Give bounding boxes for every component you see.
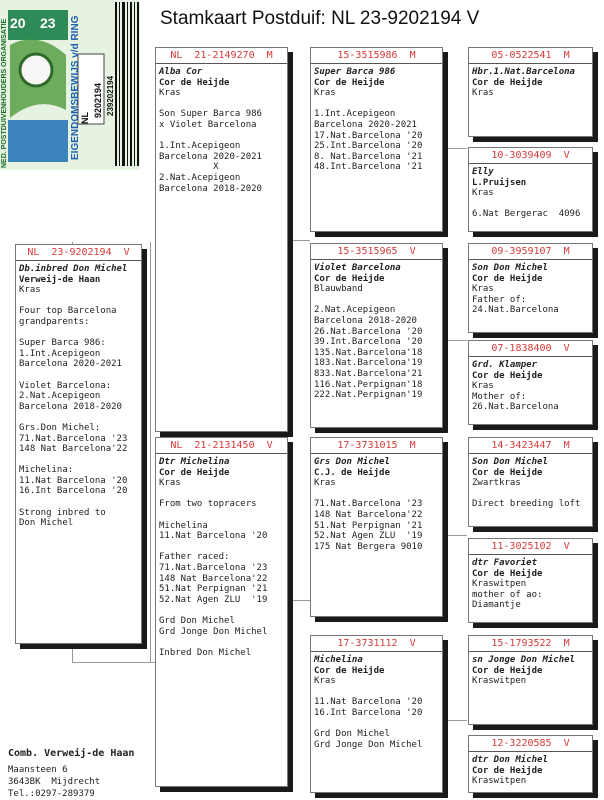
pigeon-name: Son Don Michel	[472, 457, 548, 467]
detail-line: Kraswitpen	[472, 579, 527, 590]
card-details	[472, 676, 589, 687]
cert-year-b: 23	[40, 15, 56, 31]
detail-line: Grd Don Michel	[314, 729, 390, 740]
ring-number: 12-3220585 V	[469, 738, 592, 752]
detail-line: Barcelona 2018-2020	[314, 315, 417, 326]
pedigree-card-sds	[468, 243, 593, 333]
breeder-street: Maansteen 6	[8, 765, 68, 775]
card-details	[472, 88, 589, 99]
detail-line: Kras	[159, 88, 181, 99]
detail-line: Father raced:	[159, 552, 230, 563]
card-details	[472, 776, 589, 787]
owner-name: Cor de Heijde	[472, 765, 543, 776]
pedigree-card-subject	[15, 244, 142, 644]
detail-line: Zwartkras	[472, 478, 521, 489]
pigeon-name: dtr Don Michel	[472, 755, 548, 765]
detail-line: Kraswitpen	[472, 776, 527, 787]
card-details	[159, 88, 284, 194]
cert-barcode-number: 239202194	[106, 75, 115, 116]
ring-number: 17-3731112 V	[311, 638, 442, 652]
detail-line: Father of:	[472, 294, 527, 305]
ring-number: 14-3423447 M	[469, 440, 592, 454]
ring-number: 07-1838400 V	[469, 343, 592, 357]
detail-line: Barcelona 2018-2020	[19, 401, 122, 412]
card-details	[314, 284, 439, 401]
pedigree-connector	[445, 340, 467, 341]
detail-line: Kras	[19, 285, 41, 296]
pedigree-card-dsd	[468, 538, 593, 623]
owner-name: C.J. de Heijde	[314, 467, 390, 478]
detail-line: X	[159, 162, 219, 173]
detail-line: 71.Nat.Barcelona '23	[159, 562, 268, 573]
detail-line: 148 Nat Barcelona'22	[19, 444, 128, 455]
detail-line	[159, 637, 284, 648]
page-title: Stamkaart Postduif: NL 23-9202194 V	[160, 8, 480, 29]
detail-line	[19, 497, 138, 508]
cert-number: 9202194	[93, 82, 103, 118]
detail-line: 183.Nat.Barcelona'19	[314, 358, 423, 369]
pedigree-card-dam-sire	[310, 437, 443, 617]
pedigree-card-sss	[468, 47, 593, 137]
owner-name: Cor de Heijde	[472, 568, 543, 579]
pigeon-name: Dtr Michelina	[159, 457, 230, 467]
detail-line: 222.Nat.Perpignan'19	[314, 390, 423, 401]
detail-line	[159, 542, 284, 553]
detail-line	[159, 489, 284, 500]
detail-line: 39.Int.Barcelona '20	[314, 337, 423, 348]
detail-line	[19, 412, 138, 423]
detail-line: 148 Nat Barcelona'22	[159, 573, 268, 584]
pedigree-card-dam-dam	[310, 635, 443, 793]
detail-line	[314, 687, 439, 698]
breeder-name: Comb. Verweij-de Haan	[8, 748, 135, 759]
card-details	[472, 381, 589, 413]
detail-line	[19, 455, 138, 466]
detail-line	[159, 131, 284, 142]
pedigree-card-ddd	[468, 735, 593, 793]
cert-org-text: NED. POSTDUIVENHOUDERS ORGANISATIE	[1, 18, 8, 168]
detail-line: Blauwband	[314, 284, 363, 295]
pedigree-connector	[150, 242, 151, 662]
detail-line: 2.Nat.Acepigeon	[19, 391, 101, 402]
pedigree-card-dam	[155, 437, 288, 787]
cert-label-text: EIGENDOMSBEWIJS v/d RING	[70, 15, 81, 160]
pedigree-connector	[445, 148, 467, 149]
pedigree-card-sire-sire	[310, 47, 443, 232]
detail-line: Kras	[472, 188, 494, 199]
detail-line: Son Super Barca 986	[159, 109, 262, 120]
owner-name: Cor de Heijde	[472, 273, 543, 284]
card-details	[314, 676, 439, 750]
owner-name: Cor de Heijde	[472, 665, 543, 676]
detail-line: Grd Jonge Don Michel	[314, 739, 423, 750]
detail-line	[19, 370, 138, 381]
pigeon-name: Alba Cor	[159, 67, 203, 77]
detail-line: mother of ao:	[472, 589, 543, 600]
detail-line: Barcelona 2020-2021	[19, 359, 122, 370]
detail-line: Inbred Don Michel	[159, 647, 252, 658]
detail-line: Kras	[472, 284, 494, 295]
detail-line: Super Barca 986:	[19, 338, 106, 349]
detail-line: 148 Nat Barcelona'22	[314, 509, 423, 520]
detail-line: Mother of:	[472, 391, 527, 402]
detail-line: 135.Nat.Barcelona'18	[314, 347, 423, 358]
detail-line: 25.Int.Barcelona '20	[314, 141, 423, 152]
detail-line: 71.Nat.Barcelona '23	[19, 433, 128, 444]
detail-line: Direct breeding loft	[472, 499, 581, 510]
ring-number: NL 21-2149270 M	[156, 50, 287, 64]
cert-year-a: 20	[10, 15, 26, 31]
ring-ownership-certificate	[0, 0, 140, 170]
detail-line: Michelina:	[19, 465, 74, 476]
detail-line: 116.Nat.Perpignan'18	[314, 379, 423, 390]
cert-country: NL	[80, 112, 90, 124]
detail-line	[159, 510, 284, 521]
pigeon-name: Db.inbred Don Michel	[19, 264, 128, 274]
pigeon-name: Super Barca 986	[314, 67, 396, 77]
detail-line: Barcelona 2018-2020	[159, 183, 262, 194]
detail-line: 2.Nat.Acepigeon	[314, 305, 396, 316]
breeder-phone: Tel.:0297-289379	[8, 789, 95, 799]
detail-line	[159, 605, 284, 616]
detail-line: 1.Int.Acepigeon	[159, 141, 241, 152]
detail-line: 51.Nat Perpignan '21	[314, 520, 423, 531]
pedigree-card-dss	[468, 437, 593, 527]
detail-line: 11.Nat Barcelona '20	[314, 697, 423, 708]
pedigree-card-dds	[468, 635, 593, 725]
pedigree-card-sire-dam	[310, 243, 443, 428]
pigeon-name: Grd. Klamper	[472, 360, 538, 370]
ring-number: NL 23-9202194 V	[16, 247, 141, 261]
owner-name: Cor de Heijde	[472, 77, 543, 88]
detail-line: 17.Nat.Barcelona '20	[314, 130, 423, 141]
pedigree-connector	[290, 600, 310, 601]
ring-number: 05-0522541 M	[469, 50, 592, 64]
pedigree-card-sdd	[468, 340, 593, 425]
detail-line: 11.Nat Barcelona '20	[19, 475, 128, 486]
detail-line: Violet Barcelona:	[19, 380, 112, 391]
pigeon-name: Michelina	[314, 655, 363, 665]
owner-name: Cor de Heijde	[159, 467, 230, 478]
detail-line	[314, 295, 439, 306]
detail-line: 52.Nat Agen ZLU '19	[314, 531, 423, 542]
card-details	[472, 579, 589, 611]
pedigree-card-sire	[155, 47, 288, 432]
detail-line	[19, 296, 138, 307]
detail-line	[19, 328, 138, 339]
detail-line: 16.Int Barcelona '20	[19, 486, 128, 497]
pigeon-name: Hbr.1.Nat.Barcelona	[472, 67, 575, 77]
detail-line: 48.Int.Barcelona '21	[314, 162, 423, 173]
ring-number: 15-3515965 V	[311, 246, 442, 260]
pedigree-connector	[445, 720, 467, 721]
card-details	[159, 478, 284, 658]
detail-line: 175 Nat Bergera 9010	[314, 541, 423, 552]
detail-line: Kras	[472, 88, 494, 99]
pigeon-logo-icon	[20, 54, 52, 86]
detail-line: Barcelona 2020-2021	[159, 151, 262, 162]
ring-number: NL 21-2131450 V	[156, 440, 287, 454]
detail-line: 6.Nat Bergerac 4096	[472, 209, 581, 220]
detail-line: 24.Nat.Barcelona	[472, 305, 559, 316]
card-details	[472, 188, 589, 220]
detail-line: grandparents:	[19, 316, 90, 327]
owner-name: Cor de Heijde	[314, 77, 385, 88]
detail-line: 8. Nat.Barcelona '21	[314, 151, 423, 162]
detail-line: 1.Int.Acepigeon	[314, 109, 396, 120]
owner-name: Cor de Heijde	[314, 665, 385, 676]
detail-line: x Violet Barcelona	[159, 119, 257, 130]
pigeon-name: Violet Barcelona	[314, 263, 401, 273]
detail-line: Kras	[314, 676, 336, 687]
detail-line: Kras	[159, 478, 181, 489]
owner-name: Verweij-de Haan	[19, 274, 101, 285]
detail-line: 2.Nat.Acepigeon	[159, 172, 241, 183]
ring-number: 11-3025102 V	[469, 541, 592, 555]
pigeon-name: dtr Favoriet	[472, 558, 538, 568]
breeder-address	[8, 748, 134, 800]
detail-line: 71.Nat.Barcelona '23	[314, 499, 423, 510]
detail-line: 52.Nat Agen ZLU '19	[159, 594, 268, 605]
ring-number: 10-3039409 V	[469, 150, 592, 164]
ring-number: 17-3731015 M	[311, 440, 442, 454]
detail-line: 26.Nat.Barcelona	[472, 402, 559, 413]
detail-line	[472, 489, 589, 500]
detail-line: Diamantje	[472, 600, 521, 611]
breeder-city: 3643BK Mijdrecht	[8, 777, 101, 787]
detail-line: Barcelona 2020-2021	[314, 119, 417, 130]
detail-line: 833.Nat.Barcelona'21	[314, 368, 423, 379]
pedigree-card-ssd	[468, 147, 593, 232]
detail-line	[314, 489, 439, 500]
owner-name: Cor de Heijde	[472, 467, 543, 478]
detail-line: Grd Jonge Don Michel	[159, 626, 268, 637]
pigeon-name: Elly	[472, 167, 494, 177]
detail-line	[159, 99, 284, 110]
detail-line: Don Michel	[19, 518, 74, 529]
detail-line: Kras	[314, 478, 336, 489]
owner-name: Cor de Heijde	[472, 370, 543, 381]
ring-number: 09-3959107 M	[469, 246, 592, 260]
detail-line: Kras	[314, 88, 336, 99]
detail-line: Kras	[472, 381, 494, 392]
card-details	[314, 478, 439, 552]
owner-name: Cor de Heijde	[314, 273, 385, 284]
owner-name: L.Pruijsen	[472, 177, 527, 188]
card-details	[472, 478, 589, 510]
detail-line: 16.Int Barcelona '20	[314, 707, 423, 718]
detail-line: Grd Don Michel	[159, 615, 235, 626]
card-details	[19, 285, 138, 529]
card-details	[314, 88, 439, 173]
detail-line: Kraswitpen	[472, 676, 527, 687]
pigeon-name: Grs Don Michel	[314, 457, 390, 467]
detail-line	[472, 199, 589, 210]
detail-line: 26.Nat.Barcelona '20	[314, 326, 423, 337]
pedigree-connector	[72, 662, 156, 663]
card-details	[472, 284, 589, 316]
pedigree-connector	[290, 240, 310, 241]
detail-line: 51.Nat Perpignan '21	[159, 584, 268, 595]
detail-line	[314, 719, 439, 730]
detail-line	[314, 99, 439, 110]
ring-number: 15-3515986 M	[311, 50, 442, 64]
detail-line: From two topracers	[159, 499, 257, 510]
detail-line: Grs.Don Michel:	[19, 422, 101, 433]
ring-number: 15-1793522 M	[469, 638, 592, 652]
pedigree-connector	[445, 535, 467, 536]
detail-line: 1.Int.Acepigeon	[19, 348, 101, 359]
owner-name: Cor de Heijde	[159, 77, 230, 88]
pigeon-name: Son Don Michel	[472, 263, 548, 273]
detail-line: Michelina	[159, 520, 208, 531]
detail-line: 11.Nat Barcelona '20	[159, 531, 268, 542]
pigeon-name: sn Jonge Don Michel	[472, 655, 575, 665]
detail-line: Strong inbred to	[19, 507, 106, 518]
detail-line: Four top Barcelona	[19, 306, 117, 317]
